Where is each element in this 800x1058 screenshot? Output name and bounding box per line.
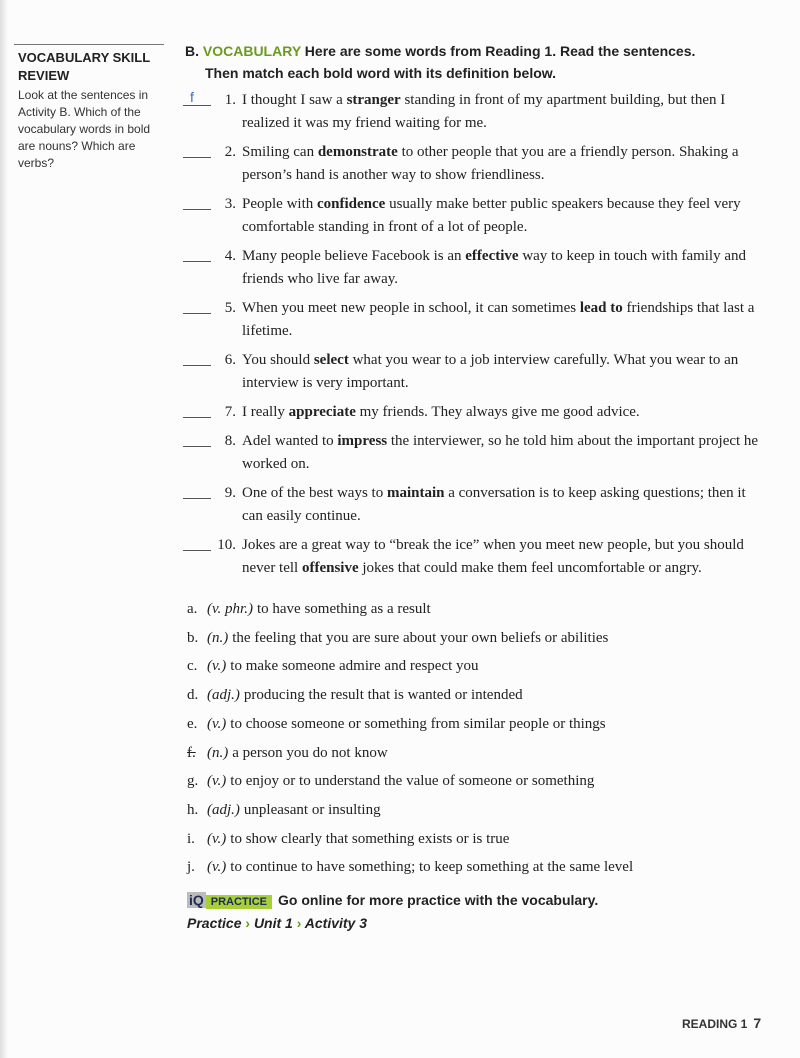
sentence-text: People with (242, 196, 317, 212)
item-sentence (242, 430, 763, 476)
sidebar-title: VOCABULARY SKILL REVIEW (18, 50, 150, 83)
page-footer (682, 1015, 761, 1031)
answer-blank[interactable] (183, 261, 211, 262)
definition-item (183, 825, 763, 854)
chevron-right-icon: › (296, 915, 302, 932)
definition-item (183, 767, 763, 796)
sidebar-body: Look at the sentences in Activity B. Which of the vocabulary words in bold are nouns? Which are verbs? (18, 88, 151, 170)
sidebar (14, 44, 164, 172)
instruction-line-1: Here are some words from Reading 1. Read the sentences. (304, 43, 696, 59)
definition-letter: j. (187, 859, 195, 876)
answer-blank[interactable] (183, 550, 211, 551)
sentence-text: the interviewer, so he told him about the important project he worked on. (242, 433, 759, 472)
main-column (183, 40, 763, 934)
item-sentence (242, 482, 763, 528)
sentence-text: When you meet new people in school, it can sometimes (242, 300, 580, 316)
part-of-speech: (v.) (207, 773, 227, 790)
answer-text: f (190, 89, 194, 105)
part-of-speech: (v.) (207, 715, 227, 732)
path-unit: Unit 1 (253, 915, 293, 932)
definition-item (183, 681, 763, 710)
part-of-speech: (n.) (207, 744, 229, 761)
sentence-text: to other people that you are a friendly person. Shaking a person’s hand is another way to show friendliness. (242, 144, 739, 183)
definition-letter: e. (187, 715, 198, 732)
part-of-speech: (v. phr.) (207, 601, 253, 617)
answer-blank[interactable] (183, 365, 211, 366)
item-number: 7. (224, 404, 236, 420)
item-number: 2. (224, 144, 236, 160)
definition-letter: g. (187, 773, 199, 790)
practice-path[interactable] (183, 913, 763, 934)
item-number: 4. (224, 248, 236, 264)
definition-list (183, 595, 763, 882)
vocab-word: impress (337, 433, 388, 449)
item-number: 3. (224, 196, 236, 212)
exercise-item (183, 401, 763, 424)
definition-letter: b. (187, 629, 199, 646)
definition-item (183, 624, 763, 653)
practice-text: Go online for more practice with the vocabulary. (278, 892, 599, 909)
sentence-text: jokes that could make them feel uncomfortable or angry. (358, 560, 702, 576)
vocab-word: stranger (346, 92, 401, 108)
sentence-text: usually make better public speakers because they feel very comfortable standing in front of a lot of people. (242, 196, 741, 235)
definition-letter: a. (187, 601, 198, 617)
definition-letter: h. (187, 801, 199, 818)
definition-letter: c. (187, 658, 198, 675)
iq-logo: iQ (189, 892, 204, 909)
definition-text: the feeling that you are sure about your own beliefs or abilities (232, 629, 609, 646)
footer-section: READING 1 (682, 1017, 748, 1031)
definition-text: to have something as a result (256, 601, 431, 617)
exercise-item (183, 430, 763, 476)
definition-text: unpleasant or insulting (243, 801, 381, 818)
item-sentence (242, 141, 763, 187)
exercise-list (183, 89, 763, 580)
sentence-text: Many people believe Facebook is an (242, 248, 466, 264)
definition-item (183, 595, 763, 624)
vocab-word: offensive (301, 560, 359, 576)
vocab-word: confidence (317, 196, 386, 212)
exercise-item (183, 245, 763, 291)
part-of-speech: (adj.) (207, 687, 240, 704)
definition-text: to continue to have something; to keep something at the same level (230, 859, 634, 876)
part-of-speech: (n.) (207, 629, 229, 646)
sentence-text: standing in front of my apartment building, but then I realized it was my friend waiting for me. (242, 92, 726, 131)
item-sentence (242, 193, 763, 239)
sentence-text: Jokes are a great way to “break the ice” when you meet new people, but you should never tell (242, 537, 744, 576)
answer-blank[interactable] (183, 446, 211, 447)
item-sentence (242, 297, 763, 343)
activity-heading (183, 40, 763, 84)
part-of-speech: (adj.) (207, 801, 240, 818)
sentence-text: Adel wanted to (242, 433, 338, 449)
item-sentence (242, 349, 763, 395)
practice-callout (183, 890, 763, 913)
definition-text: to make someone admire and respect you (230, 658, 479, 675)
part-of-speech: (v.) (207, 830, 227, 847)
chevron-right-icon: › (245, 915, 251, 932)
item-number: 9. (224, 485, 236, 501)
answer-blank[interactable] (183, 89, 211, 106)
definition-text: to enjoy or to understand the value of someone or something (230, 773, 595, 790)
item-number: 8. (224, 433, 236, 449)
item-sentence (242, 401, 763, 424)
sentence-text: my friends. They always give me good advice. (355, 404, 640, 420)
definition-text: to show clearly that something exists or is true (230, 830, 510, 847)
vocab-word: maintain (386, 485, 445, 501)
definition-item (183, 796, 763, 825)
page-edge-shadow (0, 0, 8, 1058)
exercise-item (183, 482, 763, 528)
sentence-text: I really (242, 404, 289, 420)
item-number: 1. (224, 92, 236, 108)
exercise-item (183, 534, 763, 580)
vocab-word: demonstrate (317, 144, 398, 160)
sidebar-divider (14, 44, 164, 45)
item-number: 6. (224, 352, 236, 368)
definition-text: to choose someone or something from similar people or things (230, 715, 606, 732)
exercise-item (183, 141, 763, 187)
exercise-item (183, 297, 763, 343)
item-sentence (242, 534, 763, 580)
sentence-text: way to keep in touch with family and friends who live far away. (242, 248, 747, 287)
instruction-line-2: Then match each bold word with its definition below. (205, 65, 557, 81)
vocab-word: appreciate (288, 404, 356, 420)
item-sentence (242, 245, 763, 291)
vocab-word: effective (465, 248, 519, 264)
part-of-speech: (v.) (207, 658, 227, 675)
item-sentence (242, 89, 763, 135)
definition-letter: i. (187, 830, 195, 847)
answer-blank[interactable] (183, 157, 211, 158)
path-activity: Activity 3 (304, 915, 368, 932)
page-number: 7 (753, 1015, 762, 1031)
vocab-word: lead to (579, 300, 623, 316)
definition-item (183, 710, 763, 739)
exercise-item (183, 349, 763, 395)
part-of-speech: (v.) (207, 859, 227, 876)
answer-blank[interactable] (183, 498, 211, 499)
answer-blank[interactable] (183, 209, 211, 210)
sentence-text: a conversation is to keep asking questions; then it can easily continue. (242, 485, 746, 524)
sentence-text: One of the best ways to (242, 485, 387, 501)
item-number: 10. (217, 537, 236, 553)
answer-blank[interactable] (183, 313, 211, 314)
sentence-text: what you wear to a job interview carefully. What you wear to an interview is very important. (242, 352, 739, 391)
definition-text: a person you do not know (232, 744, 388, 761)
definition-item (183, 739, 763, 768)
item-number: 5. (224, 300, 236, 316)
activity-label: VOCABULARY (202, 43, 301, 59)
sentence-text: Smiling can (242, 144, 318, 160)
activity-letter: B. (185, 43, 199, 59)
vocab-word: select (313, 352, 349, 368)
definition-item (183, 652, 763, 681)
path-practice: Practice (187, 915, 242, 932)
definition-item (183, 853, 763, 882)
sentence-text: You should (242, 352, 314, 368)
answer-blank[interactable] (183, 417, 211, 418)
exercise-item (183, 193, 763, 239)
definition-letter: d. (187, 687, 199, 704)
sentence-text: I thought I saw a (242, 92, 347, 108)
definition-letter: f. (187, 744, 196, 761)
exercise-item (183, 89, 763, 135)
definition-text: producing the result that is wanted or intended (243, 687, 523, 704)
sentence-text: friendships that last a lifetime. (242, 300, 755, 339)
practice-badge: PRACTICE (206, 895, 272, 909)
